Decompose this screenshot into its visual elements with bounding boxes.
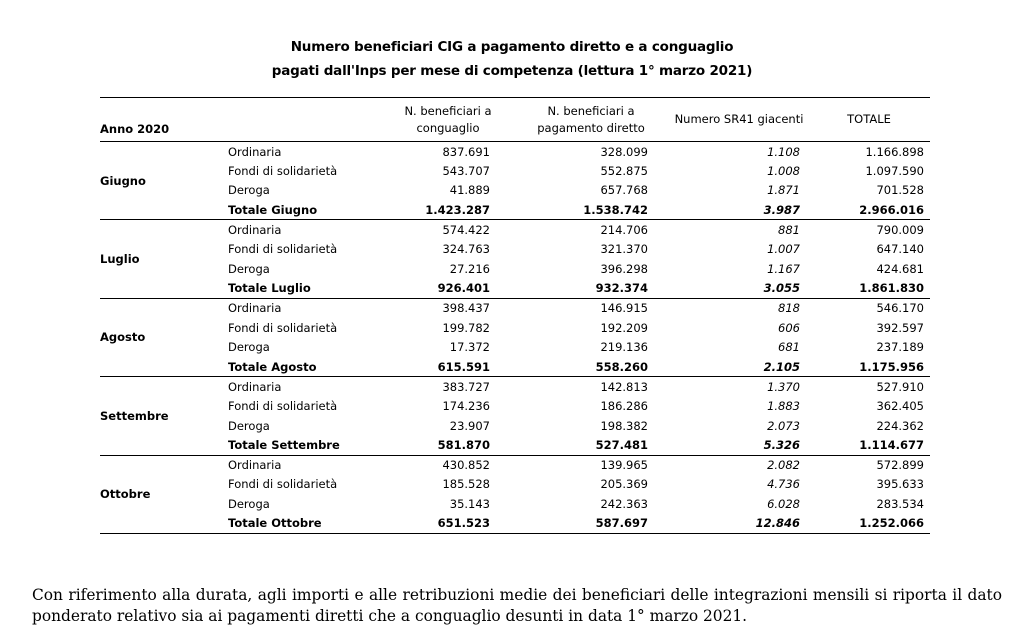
conguaglio-cell: 41.889 (449, 183, 490, 198)
conguaglio-cell: 199.782 (442, 320, 490, 335)
beneficiari-table (100, 97, 930, 534)
type-label: Fondi di solidarietà (228, 242, 338, 257)
month-label: Ottobre (100, 487, 151, 502)
conguaglio-cell: 185.528 (442, 477, 490, 492)
sr41-cell: 818 (778, 301, 800, 316)
sr41-header: Numero SR41 giacenti (674, 112, 804, 126)
totale-cell: 1.114.677 (859, 437, 924, 452)
type-label: Deroga (228, 183, 270, 198)
total-label: Totale Giugno (228, 202, 318, 217)
sr41-cell: 12.846 (755, 516, 800, 531)
totale-cell: 1.166.898 (865, 144, 924, 159)
pagamento-cell: 214.706 (600, 222, 648, 237)
totale-cell: 362.405 (876, 399, 924, 414)
table-row (100, 298, 930, 318)
totale-cell: 1.175.956 (859, 359, 924, 374)
totale-header: TOTALE (847, 112, 891, 126)
month-label: Agosto (100, 330, 146, 345)
pagamento-cell: 1.538.742 (583, 202, 648, 217)
conguaglio-cell: 35.143 (449, 496, 490, 511)
pagamento-cell: 219.136 (600, 340, 648, 355)
table-header-row (100, 98, 930, 142)
total-row (100, 357, 930, 377)
pagamento-cell: 527.481 (595, 437, 648, 452)
conguaglio-cell: 574.422 (442, 222, 490, 237)
conguaglio-cell: 17.372 (449, 340, 490, 355)
conguaglio-cell: 174.236 (442, 399, 490, 414)
conguaglio-header (384, 98, 512, 142)
sr41-cell: 1.008 (767, 163, 800, 178)
totale-cell: 237.189 (876, 340, 924, 355)
year-header: Anno 2020 (100, 122, 170, 136)
sr41-cell: 6.028 (767, 496, 800, 511)
sr41-cell: 4.736 (767, 477, 800, 492)
total-row (100, 279, 930, 299)
totale-cell: 546.170 (876, 301, 924, 316)
sr41-cell: 2.082 (767, 458, 800, 473)
sr41-cell: 1.007 (767, 242, 800, 257)
conguaglio-cell: 27.216 (449, 261, 490, 276)
pagamento-cell: 205.369 (600, 477, 648, 492)
total-label: Totale Ottobre (228, 516, 322, 531)
totale-cell: 395.633 (876, 477, 924, 492)
sr41-cell: 1.871 (767, 183, 800, 198)
total-row (100, 514, 930, 534)
pagamento-cell: 242.363 (600, 496, 648, 511)
sr41-cell: 1.108 (767, 144, 800, 159)
conguaglio-cell: 926.401 (437, 281, 490, 296)
pagamento-header-line-2: pagamento diretto (537, 120, 645, 135)
sr41-cell: 606 (778, 320, 800, 335)
totale-cell: 790.009 (876, 222, 924, 237)
type-label: Deroga (228, 496, 270, 511)
pagamento-cell: 321.370 (600, 242, 648, 257)
pagamento-cell: 192.209 (600, 320, 648, 335)
pagamento-cell: 396.298 (600, 261, 648, 276)
conguaglio-header-line-1: N. beneficiari a (404, 103, 492, 118)
month-label: Luglio (100, 252, 140, 267)
total-row (100, 435, 930, 455)
table-row (100, 142, 930, 162)
type-label: Fondi di solidarietà (228, 477, 338, 492)
table-row (100, 494, 930, 514)
totale-cell: 647.140 (876, 242, 924, 257)
pagamento-cell: 139.965 (600, 458, 648, 473)
totale-cell: 1.861.830 (859, 281, 924, 296)
total-label: Totale Settembre (228, 437, 340, 452)
table-row (100, 377, 930, 397)
type-label: Deroga (228, 261, 270, 276)
table-row (100, 318, 930, 338)
totale-cell: 1.252.066 (859, 516, 924, 531)
table-title-line-1: Numero beneficiari CIG a pagamento diretto e a conguaglio (290, 39, 734, 55)
month-label: Giugno (100, 173, 146, 188)
type-label: Ordinaria (228, 301, 282, 316)
totale-cell: 572.899 (876, 458, 924, 473)
type-label: Ordinaria (228, 458, 282, 473)
type-label: Fondi di solidarietà (228, 399, 338, 414)
sr41-cell: 5.326 (763, 437, 800, 452)
total-row (100, 200, 930, 220)
table-row (100, 161, 930, 181)
table-row (100, 396, 930, 416)
sr41-cell: 881 (778, 222, 800, 237)
table-row (100, 416, 930, 436)
total-label: Totale Agosto (228, 359, 317, 374)
sr41-cell: 1.167 (767, 261, 800, 276)
totale-cell: 2.966.016 (859, 202, 924, 217)
pagamento-cell: 186.286 (600, 399, 648, 414)
totale-cell: 283.534 (876, 496, 924, 511)
table-row (100, 475, 930, 495)
sr41-cell: 681 (778, 340, 800, 355)
sr41-cell: 1.370 (767, 379, 800, 394)
pagamento-cell: 146.915 (600, 301, 648, 316)
table-row (100, 337, 930, 357)
totale-cell: 224.362 (876, 418, 924, 433)
pagamento-cell: 552.875 (600, 163, 648, 178)
conguaglio-cell: 651.523 (437, 516, 490, 531)
conguaglio-cell: 23.907 (449, 418, 490, 433)
sr41-cell: 2.105 (763, 359, 800, 374)
pagamento-cell: 587.697 (595, 516, 648, 531)
pagamento-cell: 558.260 (595, 359, 648, 374)
conguaglio-cell: 837.691 (442, 144, 490, 159)
sr41-cell: 3.987 (763, 202, 800, 217)
conguaglio-cell: 430.852 (442, 458, 490, 473)
conguaglio-cell: 1.423.287 (425, 202, 490, 217)
table-row (100, 259, 930, 279)
type-label: Fondi di solidarietà (228, 163, 338, 178)
pagamento-cell: 657.768 (600, 183, 648, 198)
type-label: Ordinaria (228, 144, 282, 159)
table-row (100, 181, 930, 201)
pagamento-cell: 932.374 (595, 281, 648, 296)
table-row (100, 455, 930, 475)
totale-cell: 527.910 (876, 379, 924, 394)
type-label: Deroga (228, 418, 270, 433)
conguaglio-cell: 581.870 (437, 437, 490, 452)
type-header (222, 98, 384, 142)
table-row (100, 239, 930, 259)
conguaglio-header-line-2: conguaglio (416, 120, 480, 135)
sr41-cell: 3.055 (763, 281, 800, 296)
total-label: Totale Luglio (228, 281, 311, 296)
type-label: Fondi di solidarietà (228, 320, 338, 335)
totale-cell: 701.528 (876, 183, 924, 198)
table-body (100, 142, 930, 534)
footnote-paragraph: Con riferimento alla durata, agli importi e alle retribuzioni medie dei beneficiari delle integrazioni mensili si riporta il dato ponderato relativo sia ai pagamenti diretti che a conguaglio desunti in data 1° marzo 2021. (32, 586, 1002, 626)
type-label: Deroga (228, 340, 270, 355)
pagamento-cell: 198.382 (600, 418, 648, 433)
totale-cell: 424.681 (876, 261, 924, 276)
pagamento-header (512, 98, 670, 142)
conguaglio-cell: 383.727 (442, 379, 490, 394)
pagamento-cell: 142.813 (600, 379, 648, 394)
conguaglio-cell: 324.763 (442, 242, 490, 257)
pagamento-cell: 328.099 (600, 144, 648, 159)
table-row (100, 220, 930, 240)
table-title-line-2: pagati dall'Inps per mese di competenza (lettura 1° marzo 2021) (271, 63, 753, 79)
totale-cell: 392.597 (876, 320, 924, 335)
type-label: Ordinaria (228, 222, 282, 237)
month-label: Settembre (100, 408, 169, 423)
sr41-cell: 2.073 (767, 418, 800, 433)
conguaglio-cell: 615.591 (437, 359, 490, 374)
totale-cell: 1.097.590 (865, 163, 924, 178)
type-label: Ordinaria (228, 379, 282, 394)
sr41-cell: 1.883 (767, 399, 800, 414)
conguaglio-cell: 398.437 (442, 301, 490, 316)
conguaglio-cell: 543.707 (442, 163, 490, 178)
pagamento-header-line-1: N. beneficiari a (547, 103, 635, 118)
